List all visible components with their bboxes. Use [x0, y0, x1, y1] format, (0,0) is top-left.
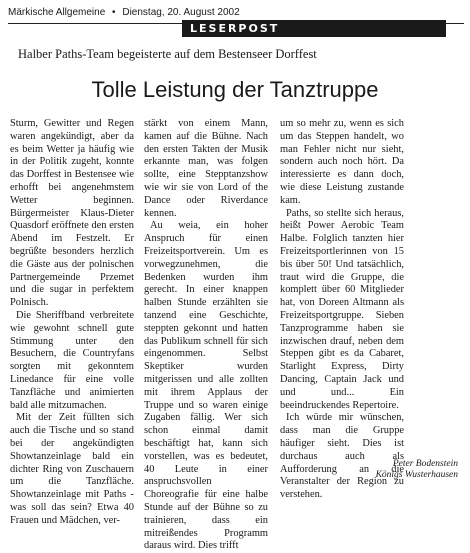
- article-column-1: [10, 118, 134, 528]
- paragraph: Ich würde mir wünschen, dass man die Gruppe häufiger sieht. Dies ist durchaus auch als Aufforderung an die Veranstalter der Region zu verstehen.: [280, 412, 404, 501]
- author-name: Peter Bodenstein: [392, 459, 458, 469]
- masthead: [8, 6, 464, 20]
- author-place: Königs Wusterhausen: [375, 470, 458, 480]
- paragraph: stärkt von einem Mann, kamen auf die Bühne. Nach den ersten Takten der Musik erkannte man, was folgen sollte, eine Stepptanzshow wie wir sie von Lord of the Dance oder Riverdance kennen.: [144, 118, 268, 219]
- section-label: LESERPOST: [182, 20, 446, 37]
- article-headline: Tolle Leistung der Tanztruppe: [91, 77, 379, 102]
- paragraph: Die Sheriffband verbreitete wie gewohnt schnell gute Stimmung unter den Besuchern, die Countryfans sorgten mit gekonntem Linedance für eine volle Tanzfläche und animierten bald alle mitzumachen.: [10, 309, 134, 411]
- paragraph: um so mehr zu, wenn es sich um das Steppen handelt, wo man Fehler nicht nur sieht, sondern auch noch hört. Da interessierte es dann doch, wie diese Leistung zustande kam.: [280, 118, 404, 206]
- publication-date: Dienstag, 20. August 2002: [122, 7, 240, 18]
- masthead-separator: •: [112, 7, 116, 18]
- article-kicker: Halber Paths-Team begeisterte auf dem Bestenseer Dorffest: [18, 47, 317, 61]
- article-column-2: [144, 118, 268, 553]
- paragraph: Paths, so stellte sich heraus, heißt Power Aerobic Team Halbe. Folglich tanzten hier Freizeitsportlerinnen von 15 bis über 50! Und tatsächlich, traut wird die Gruppe, die komplett über 60 Mitglieder hat, von Doreen Altmann als Freizeitsportgruppe. Sieben Tanzprogramme haben sie inzwischen drauf, neben dem Steppen gibt es da Cabaret, Starlight Express, Dirty Dancing, Captain Jack und und und... Ein beeindruckendes Repertoire.: [280, 207, 404, 411]
- paragraph: Sturm, Gewitter und Regen waren angekündigt, aber da es beim Wetter ja häufig wie in der Politik zugeht, konnte das Dorffest in Bestensee wie erhofft bei angenehmstem Wetter beginnen. Bürgermeister Klaus-Dieter Quasdorf eröffnete den ersten Abend im Festzelt. Er begrüßte besonders herzlich die Gäste aus der polnischen Partnergemeinde Przemet und die sugar in perfektem Polnisch.: [10, 118, 134, 309]
- article-column-3: [280, 118, 404, 502]
- author-signature: [338, 459, 458, 481]
- paragraph: Mit der Zeit füllten sich auch die Tische und so stand bei der angekündigten Showtanzeinlage bald ein dichter Ring von Zuschauern um die Tanzfläche. Showtanzeinlage mit Paths - was soll das sein? Etwa 40 Frauen und Mädchen, ver-: [10, 412, 134, 526]
- paragraph: Au weia, ein hoher Anspruch für einen Freizeitsportverein. Um es vorwegzunehmen, die Bedenken wurden ihm gerecht. In einer knappen halben Stunde erzählten sie tanzend eine Geschichte, steppten gekonnt und hatten das Publikum schnell für sich eingenommen. Selbst Skeptiker wurden mitgerissen und alle zollten mit ihrem Applaus der Truppe und so waren einige Zugaben fällig. Wer sich schon einmal damit beschäftigt hat, kann sich vorstellen, was es bedeutet, 40 Leute in einer anspruchsvollen Choreografie für eine halbe Stunde auf der Bühne so zu trainieren, dass ein mitreißendes Programm daraus wird. Dies trifft: [144, 220, 268, 552]
- publication-name: Märkische Allgemeine: [8, 7, 106, 18]
